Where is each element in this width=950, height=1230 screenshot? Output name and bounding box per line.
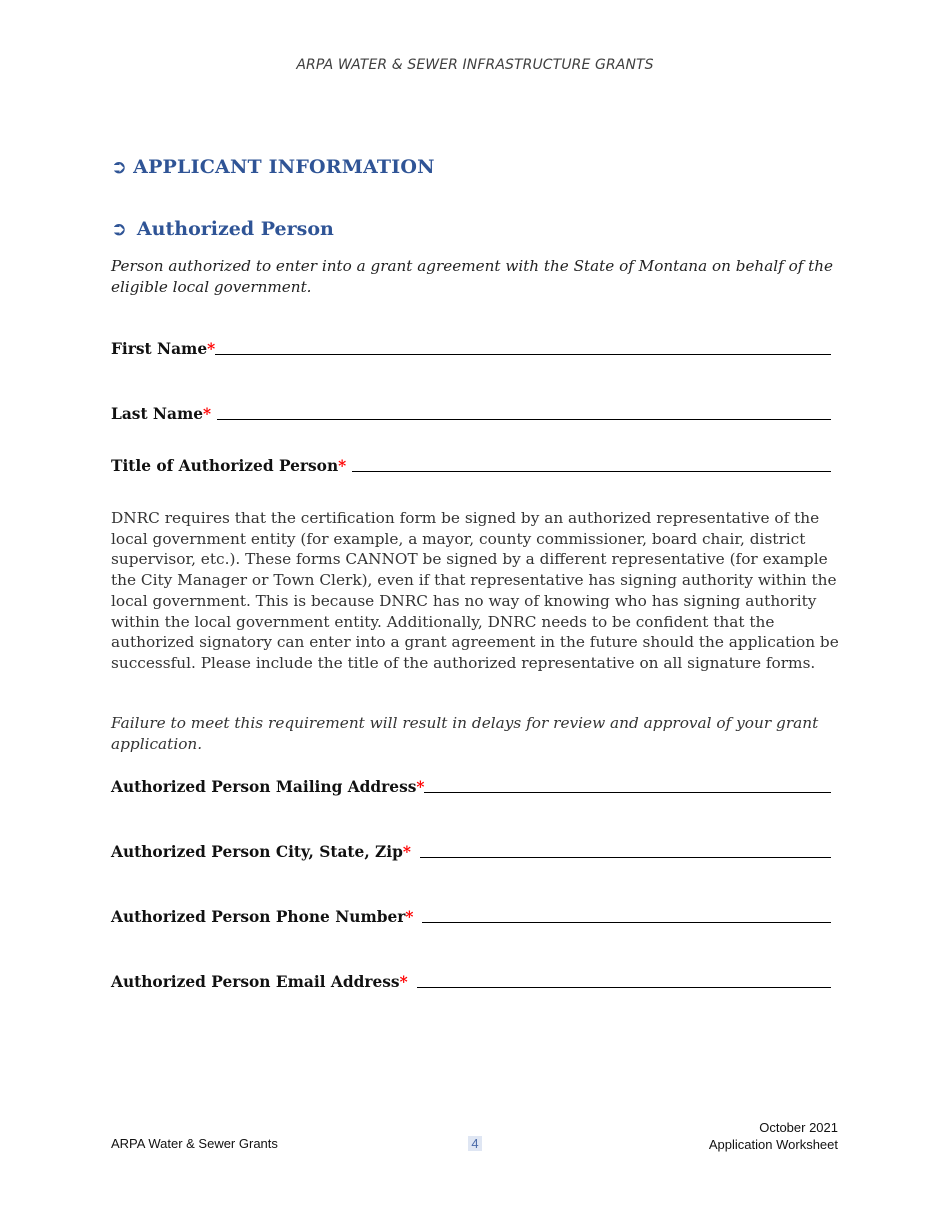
required-marker: *: [399, 973, 408, 991]
mailing-address-field[interactable]: [111, 776, 831, 796]
title-input-line[interactable]: [352, 455, 831, 472]
arrow-right-icon: ➲: [111, 218, 127, 240]
field-label: First Name: [111, 340, 208, 358]
field-label: Authorized Person Phone Number: [111, 908, 406, 926]
email-address-field[interactable]: [111, 971, 831, 991]
footer-document-name: Application Worksheet: [708, 1137, 838, 1152]
phone-number-field[interactable]: [111, 906, 831, 926]
section-heading-applicant-information: [111, 156, 435, 178]
required-marker: *: [416, 778, 425, 796]
certification-requirement-paragraph: DNRC requires that the certification form be signed by an authorized representative of the local government entity (for example, a mayor, county commissioner, board chair, district supervisor, etc.). These forms CANNOT be signed by a different representative (for example the City Manager or Town Clerk), even if that representative has signing authority within the local government. This is because DNRC has no way of knowing who has signing authority within the local government entity. Additionally, DNRC needs to be confident that the authorized signatory can enter into a grant agreement in the future should the application be successful. Please include the title of the authorized representative on all signature forms.: [111, 509, 839, 672]
running-header: ARPA WATER & SEWER INFRASTRUCTURE GRANTS: [296, 57, 654, 73]
city-state-zip-field[interactable]: [111, 841, 831, 861]
field-label: Last Name: [111, 405, 204, 423]
warning-text: Failure to meet this requirement will result in delays for review and approval of your grant application.: [111, 714, 819, 753]
first-name-field[interactable]: [111, 338, 831, 358]
subsection-heading-authorized-person: [111, 218, 334, 240]
required-marker: *: [405, 908, 414, 926]
city-state-zip-input-line[interactable]: [420, 841, 831, 858]
intro-text: Person authorized to enter into a grant agreement with the State of Montana on behalf of the eligible local government.: [111, 257, 834, 296]
title-field[interactable]: [111, 455, 831, 475]
section-heading-text: APPLICANT INFORMATION: [133, 156, 435, 178]
required-marker: *: [402, 843, 411, 861]
last-name-field[interactable]: [111, 403, 831, 423]
field-label: Authorized Person City, State, Zip: [111, 843, 403, 861]
subsection-heading-text: Authorized Person: [136, 218, 334, 240]
field-label: Authorized Person Email Address: [111, 973, 400, 991]
mailing-address-input-line[interactable]: [424, 776, 831, 793]
footer-date: October 2021: [759, 1120, 838, 1135]
required-marker: *: [207, 340, 216, 358]
footer-right: [709, 1119, 838, 1153]
first-name-input-line[interactable]: [215, 338, 831, 355]
phone-number-input-line[interactable]: [422, 906, 831, 923]
arrow-right-icon: ➲: [111, 156, 128, 178]
required-marker: *: [203, 405, 212, 423]
required-marker: *: [338, 457, 347, 475]
field-label: Title of Authorized Person: [111, 457, 339, 475]
footer-left: ARPA Water & Sewer Grants: [111, 1136, 278, 1151]
field-label: Authorized Person Mailing Address: [111, 778, 417, 796]
email-address-input-line[interactable]: [417, 971, 831, 988]
page-number: 4: [468, 1136, 482, 1151]
last-name-input-line[interactable]: [217, 403, 831, 420]
